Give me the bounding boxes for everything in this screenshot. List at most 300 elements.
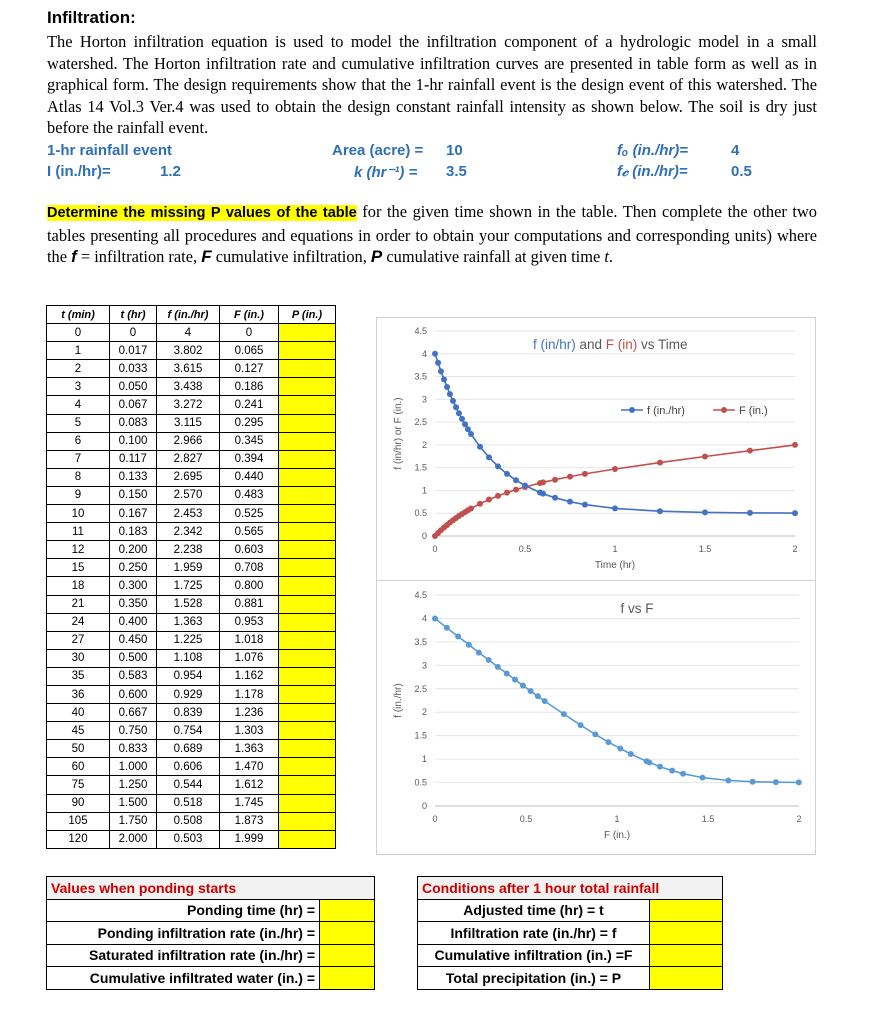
table-cell: 0.583 <box>110 667 157 685</box>
x-tick-label: 0 <box>432 544 438 554</box>
f-vs-F-series-point <box>504 670 510 676</box>
table-cell: 35 <box>47 667 110 685</box>
table-row <box>47 830 336 848</box>
F-series-point <box>513 487 519 493</box>
table-row <box>47 812 336 830</box>
f-series-point <box>582 502 588 508</box>
y-tick-label: 1.5 <box>414 462 427 473</box>
table-cell: 0.183 <box>110 523 157 541</box>
chart2-panel <box>376 580 816 855</box>
conditions-table <box>417 876 723 990</box>
table-cell: 0.250 <box>110 559 157 577</box>
ponding-title: Values when ponding starts <box>47 877 375 900</box>
table-row <box>47 631 336 649</box>
intro-paragraph: The Horton infiltration equation is used to model the infiltration component of a hydrologic model in a small watershed. The Horton infiltration rate and cumulative infiltration curves are presented in table form as well as in graphical form. The design requirements show that the 1-hr rainfall event is the design event of this watershed. The Atlas 14 Vol.3 Ver.4 was used to obtain the design constant rainfall intensity as shown below. The soil is dry just before the rainfall event. <box>47 32 817 137</box>
fc-label: f𝒸 (in./hr)= <box>617 163 688 180</box>
y-tick-label: 0 <box>421 531 427 541</box>
table-cell: 0.067 <box>110 396 157 414</box>
f-vs-F-series-point <box>796 779 802 785</box>
conditions-answer-cell[interactable] <box>650 944 723 967</box>
f-vs-F-series-point <box>700 775 706 781</box>
p-answer-cell[interactable] <box>279 685 336 703</box>
table-cell: 50 <box>47 740 110 758</box>
table-cell: 2.238 <box>157 541 220 559</box>
f-series-point <box>552 495 558 501</box>
ponding-row: Ponding infiltration rate (in./hr) = <box>47 922 320 945</box>
table-cell: 0.600 <box>110 685 157 703</box>
F-series-point <box>582 471 588 477</box>
p-answer-cell[interactable] <box>279 758 336 776</box>
chart-f-vs-F <box>377 581 815 854</box>
table-cell: 6 <box>47 432 110 450</box>
table-cell: 0.754 <box>157 722 220 740</box>
f-vs-F-series-point <box>773 779 779 785</box>
table-row <box>47 685 336 703</box>
table-row <box>47 776 336 794</box>
f-vs-F-series-point <box>628 751 634 757</box>
table-cell: 1.236 <box>220 704 279 722</box>
x-tick-label: 1.5 <box>698 544 712 554</box>
y-axis-label: f (in/hr) or F (in.) <box>393 397 404 470</box>
table-cell: 1.076 <box>220 649 279 667</box>
f-series-point <box>792 510 798 516</box>
table-cell: 60 <box>47 758 110 776</box>
table-cell: 15 <box>47 559 110 577</box>
f-series-point <box>444 384 450 390</box>
f-vs-F-series-point <box>528 688 534 694</box>
F-series-point <box>792 442 798 448</box>
table-cell: 3.438 <box>157 378 220 396</box>
ponding-row: Ponding time (hr) = <box>47 899 320 922</box>
table-cell: 75 <box>47 776 110 794</box>
f-vs-F-series-point <box>512 677 518 683</box>
p-answer-cell[interactable] <box>279 505 336 523</box>
task-paragraph: Determine the missing P values of the table for the given time shown in the table. Then complete the other two tables presenting all procedures and equations in order to obtain your computations and corresponding units) where the f = infiltration rate, F cumulative infiltration, P cumulative rainfall at given time t. <box>47 202 818 266</box>
table-cell: 4 <box>157 324 220 342</box>
table-cell: 1.873 <box>220 812 279 830</box>
table-cell: 21 <box>47 595 110 613</box>
ponding-answer-cell[interactable] <box>320 944 375 967</box>
f-series-line <box>435 354 795 513</box>
chart-title-part: and <box>575 337 606 352</box>
table-cell: 1.959 <box>157 559 220 577</box>
ponding-answer-cell[interactable] <box>320 967 375 990</box>
table-cell: 1.303 <box>220 722 279 740</box>
f-series-point <box>657 508 663 514</box>
x-axis-label: F (in.) <box>603 830 631 841</box>
p-answer-cell[interactable] <box>279 396 336 414</box>
table-row <box>47 396 336 414</box>
table-cell: 0.295 <box>220 414 279 432</box>
x-tick-label: 1.5 <box>701 814 715 824</box>
table-cell: 1.162 <box>220 667 279 685</box>
table-cell: 0.133 <box>110 468 157 486</box>
y-tick-label: 3.5 <box>414 371 427 382</box>
table-cell: 0.083 <box>110 414 157 432</box>
table-row <box>47 324 336 342</box>
table-cell: 0.200 <box>110 541 157 559</box>
col-F: F (in.) <box>220 306 279 324</box>
table-cell: 1.363 <box>220 740 279 758</box>
table-cell: 1.612 <box>220 776 279 794</box>
conditions-title: Conditions after 1 hour total rainfall <box>418 877 723 900</box>
table-cell: 0.544 <box>157 776 220 794</box>
y-tick-label: 3.5 <box>414 636 427 647</box>
table-cell: 3 <box>47 378 110 396</box>
f-series-point <box>456 410 462 416</box>
table-row <box>47 432 336 450</box>
table-cell: 0.954 <box>157 667 220 685</box>
y-tick-label: 4.5 <box>414 326 427 336</box>
table-cell: 0.167 <box>110 505 157 523</box>
f-vs-F-series-point <box>520 682 526 688</box>
f-vs-F-series-point <box>542 698 548 704</box>
table-cell: 1.470 <box>220 758 279 776</box>
table-cell: 40 <box>47 704 110 722</box>
table-cell: 0.241 <box>220 396 279 414</box>
y-tick-label: 0.5 <box>414 508 427 519</box>
x-tick-label: 0.5 <box>519 814 533 824</box>
f-series-point <box>540 491 546 497</box>
table-cell: 0.518 <box>157 794 220 812</box>
x-tick-label: 1 <box>614 814 620 824</box>
table-cell: 10 <box>47 505 110 523</box>
f-vs-F-series-point <box>561 711 567 717</box>
p-answer-cell[interactable] <box>279 541 336 559</box>
p-answer-cell[interactable] <box>279 378 336 396</box>
f-series-point <box>462 421 468 427</box>
fc-value: 0.5 <box>731 163 752 180</box>
table-cell: 2.453 <box>157 505 220 523</box>
table-row <box>47 450 336 468</box>
table-cell: 2.966 <box>157 432 220 450</box>
chart-f-F-vs-time <box>377 318 815 580</box>
y-tick-label: 2.5 <box>414 683 427 694</box>
f-series-point <box>513 477 519 483</box>
chart1-panel <box>376 317 816 581</box>
x-axis-label: Time (hr) <box>594 560 636 571</box>
table-cell: 2.827 <box>157 450 220 468</box>
ponding-answer-cell[interactable] <box>320 922 375 945</box>
table-cell: 0.708 <box>220 559 279 577</box>
y-tick-label: 0.5 <box>414 777 427 788</box>
fo-value: 4 <box>731 142 740 159</box>
p-answer-cell[interactable] <box>279 486 336 504</box>
y-axis-label: f (in./hr) <box>393 683 404 718</box>
p-answer-cell[interactable] <box>279 450 336 468</box>
p-answer-cell[interactable] <box>279 523 336 541</box>
p-answer-cell[interactable] <box>279 830 336 848</box>
table-row <box>47 794 336 812</box>
table-cell: 0.150 <box>110 486 157 504</box>
table-row <box>47 613 336 631</box>
table-cell: 0.350 <box>110 595 157 613</box>
y-tick-label: 1 <box>421 754 427 765</box>
f-series-point <box>612 505 618 511</box>
table-cell: 0.050 <box>110 378 157 396</box>
table-row <box>47 541 336 559</box>
table-cell: 7 <box>47 450 110 468</box>
f-vs-F-series-point <box>535 693 541 699</box>
p-answer-cell[interactable] <box>279 468 336 486</box>
table-row <box>47 414 336 432</box>
ponding-answer-cell[interactable] <box>320 899 375 922</box>
table-cell: 0.100 <box>110 432 157 450</box>
conditions-row: Infiltration rate (in./hr) = f <box>418 922 650 945</box>
y-tick-label: 2.5 <box>414 417 427 428</box>
f-series-point <box>438 368 444 374</box>
y-tick-label: 2 <box>421 439 427 450</box>
conditions-row: Cumulative infiltration (in.) =F <box>418 944 650 967</box>
k-label: k (hr⁻¹) = <box>354 164 418 181</box>
f-series-point <box>450 398 456 404</box>
table-cell: 0.800 <box>220 577 279 595</box>
table-cell: 0 <box>47 324 110 342</box>
table-cell: 2.000 <box>110 830 157 848</box>
legend-label: f (in./hr) <box>647 405 685 417</box>
F-series-point <box>702 454 708 460</box>
p-answer-cell[interactable] <box>279 776 336 794</box>
f-series-point <box>435 360 441 366</box>
table-cell: 0.186 <box>220 378 279 396</box>
f-series-point <box>459 416 465 422</box>
y-tick-label: 3 <box>421 660 427 671</box>
table-cell: 0.440 <box>220 468 279 486</box>
table-cell: 1.250 <box>110 776 157 794</box>
x-tick-label: 0 <box>432 814 438 824</box>
y-tick-label: 0 <box>421 801 427 811</box>
table-cell: 0.483 <box>220 486 279 504</box>
table-cell: 0.881 <box>220 595 279 613</box>
f-series-point <box>432 351 438 357</box>
table-cell: 0.667 <box>110 704 157 722</box>
table-cell: 0.603 <box>220 541 279 559</box>
y-tick-label: 2 <box>421 707 427 718</box>
heading: Infiltration: <box>47 8 136 27</box>
table-cell: 0.017 <box>110 342 157 360</box>
legend-marker <box>721 407 727 413</box>
k-value: 3.5 <box>446 163 467 180</box>
table-row <box>47 577 336 595</box>
table-cell: 0.117 <box>110 450 157 468</box>
f-vs-F-series-point <box>605 739 611 745</box>
table-cell: 1.999 <box>220 830 279 848</box>
table-cell: 0 <box>220 324 279 342</box>
table-cell: 30 <box>47 649 110 667</box>
p-answer-cell[interactable] <box>279 324 336 342</box>
F-series-point <box>552 477 558 483</box>
x-tick-label: 0.5 <box>518 544 532 554</box>
chart-title-part: f (in/hr) <box>533 337 576 352</box>
table-cell: 120 <box>47 830 110 848</box>
p-answer-cell[interactable] <box>279 577 336 595</box>
table-cell: 1.108 <box>157 649 220 667</box>
f-vs-F-series-point <box>592 731 598 737</box>
table-cell: 2.695 <box>157 468 220 486</box>
f-vs-F-series-point <box>725 777 731 783</box>
table-cell: 0.689 <box>157 740 220 758</box>
table-row <box>47 360 336 378</box>
chart-title-part: F (in) <box>605 337 638 352</box>
table-row <box>47 378 336 396</box>
p-answer-cell[interactable] <box>279 613 336 631</box>
area-value: 10 <box>446 142 463 159</box>
conditions-answer-cell[interactable] <box>650 967 723 990</box>
table-cell: 0.953 <box>220 613 279 631</box>
horton-table <box>46 305 336 849</box>
table-row <box>47 595 336 613</box>
table-cell: 0.606 <box>157 758 220 776</box>
f-series-point <box>486 454 492 460</box>
legend-label: F (in.) <box>739 405 768 417</box>
table-cell: 11 <box>47 523 110 541</box>
F-series-point <box>540 479 546 485</box>
f-series-point <box>702 509 708 515</box>
table-cell: 0.525 <box>220 505 279 523</box>
p-answer-cell[interactable] <box>279 595 336 613</box>
table-cell: 1.528 <box>157 595 220 613</box>
table-cell: 36 <box>47 685 110 703</box>
table-cell: 1.750 <box>110 812 157 830</box>
y-tick-label: 3 <box>421 394 427 405</box>
f-series-point <box>477 444 483 450</box>
table-cell: 0.450 <box>110 631 157 649</box>
table-cell: 0.508 <box>157 812 220 830</box>
p-answer-cell[interactable] <box>279 812 336 830</box>
table-cell: 1.018 <box>220 631 279 649</box>
col-t-min: t (min) <box>47 306 110 324</box>
table-row <box>47 523 336 541</box>
f-series-point <box>441 376 447 382</box>
table-cell: 8 <box>47 468 110 486</box>
table-row <box>47 342 336 360</box>
p-answer-cell[interactable] <box>279 667 336 685</box>
table-cell: 0.345 <box>220 432 279 450</box>
table-row <box>47 505 336 523</box>
ponding-row: Cumulative infiltrated water (in.) = <box>47 967 320 990</box>
table-cell: 1.225 <box>157 631 220 649</box>
ponding-table <box>46 876 375 990</box>
table-row <box>47 649 336 667</box>
table-cell: 12 <box>47 541 110 559</box>
table-cell: 3.615 <box>157 360 220 378</box>
fo-label: fₒ (in./hr)= <box>617 142 688 159</box>
p-answer-cell[interactable] <box>279 342 336 360</box>
f-vs-F-series-line <box>435 618 799 782</box>
i-label: I (in./hr)= <box>47 163 111 180</box>
p-answer-cell[interactable] <box>279 432 336 450</box>
table-cell: 2 <box>47 360 110 378</box>
f-vs-F-series-point <box>495 664 501 670</box>
table-row <box>47 722 336 740</box>
p-answer-cell[interactable] <box>279 414 336 432</box>
x-tick-label: 2 <box>796 814 802 824</box>
conditions-answer-cell[interactable] <box>650 922 723 945</box>
F-series-point <box>567 474 573 480</box>
f-vs-F-series-point <box>444 625 450 631</box>
table-cell: 90 <box>47 794 110 812</box>
F-series-point <box>477 501 483 507</box>
F-series-point <box>468 506 474 512</box>
table-cell: 2.570 <box>157 486 220 504</box>
y-tick-label: 1 <box>421 485 427 496</box>
f-vs-F-series-point <box>466 642 472 648</box>
chart-title-part: vs Time <box>637 337 688 352</box>
table-cell: 45 <box>47 722 110 740</box>
f-vs-F-series-point <box>455 633 461 639</box>
f-vs-F-series-point <box>646 759 652 765</box>
f-vs-F-series-point <box>476 650 482 656</box>
table-cell: 1.500 <box>110 794 157 812</box>
f-series-point <box>567 499 573 505</box>
f-series-point <box>495 463 501 469</box>
p-answer-cell[interactable] <box>279 360 336 378</box>
task-highlight: Determine the missing P values of the table <box>47 205 357 221</box>
f-vs-F-series-point <box>750 779 756 785</box>
table-cell: 0.394 <box>220 450 279 468</box>
p-answer-cell[interactable] <box>279 631 336 649</box>
table-cell: 1.363 <box>157 613 220 631</box>
table-cell: 1.000 <box>110 758 157 776</box>
y-tick-label: 4 <box>421 348 427 359</box>
table-cell: 3.115 <box>157 414 220 432</box>
table-cell: 0.127 <box>220 360 279 378</box>
y-tick-label: 4 <box>421 613 427 624</box>
event-label: 1-hr rainfall event <box>47 142 173 159</box>
p-answer-cell[interactable] <box>279 704 336 722</box>
area-label: Area (acre) = <box>332 142 424 159</box>
f-series-point <box>504 471 510 477</box>
table-cell: 105 <box>47 812 110 830</box>
f-series-point <box>468 431 474 437</box>
table-cell: 27 <box>47 631 110 649</box>
table-row <box>47 758 336 776</box>
f-vs-F-series-point <box>657 764 663 770</box>
table-cell: 0.300 <box>110 577 157 595</box>
conditions-row: Total precipitation (in.) = P <box>418 967 650 990</box>
table-cell: 0.839 <box>157 704 220 722</box>
F-series-point <box>486 497 492 503</box>
table-cell: 0.929 <box>157 685 220 703</box>
y-tick-label: 4.5 <box>414 590 427 600</box>
p-answer-cell[interactable] <box>279 722 336 740</box>
chart-title: f vs F <box>620 601 654 616</box>
table-cell: 24 <box>47 613 110 631</box>
chart-title <box>533 337 688 352</box>
f-series-point <box>747 510 753 516</box>
table-cell: 0.750 <box>110 722 157 740</box>
table-cell: 0.565 <box>220 523 279 541</box>
table-cell: 3.802 <box>157 342 220 360</box>
col-P: P (in.) <box>279 306 336 324</box>
p-answer-cell[interactable] <box>279 649 336 667</box>
p-answer-cell[interactable] <box>279 794 336 812</box>
table-cell: 0.400 <box>110 613 157 631</box>
f-vs-F-series-point <box>578 722 584 728</box>
table-row <box>47 704 336 722</box>
f-series-point <box>453 404 459 410</box>
conditions-answer-cell[interactable] <box>650 899 723 922</box>
p-answer-cell[interactable] <box>279 740 336 758</box>
table-cell: 18 <box>47 577 110 595</box>
i-value: 1.2 <box>160 163 181 180</box>
y-tick-label: 1.5 <box>414 730 427 741</box>
p-answer-cell[interactable] <box>279 559 336 577</box>
F-series-point <box>657 460 663 466</box>
table-cell: 0.033 <box>110 360 157 378</box>
table-cell: 4 <box>47 396 110 414</box>
table-cell: 0.503 <box>157 830 220 848</box>
